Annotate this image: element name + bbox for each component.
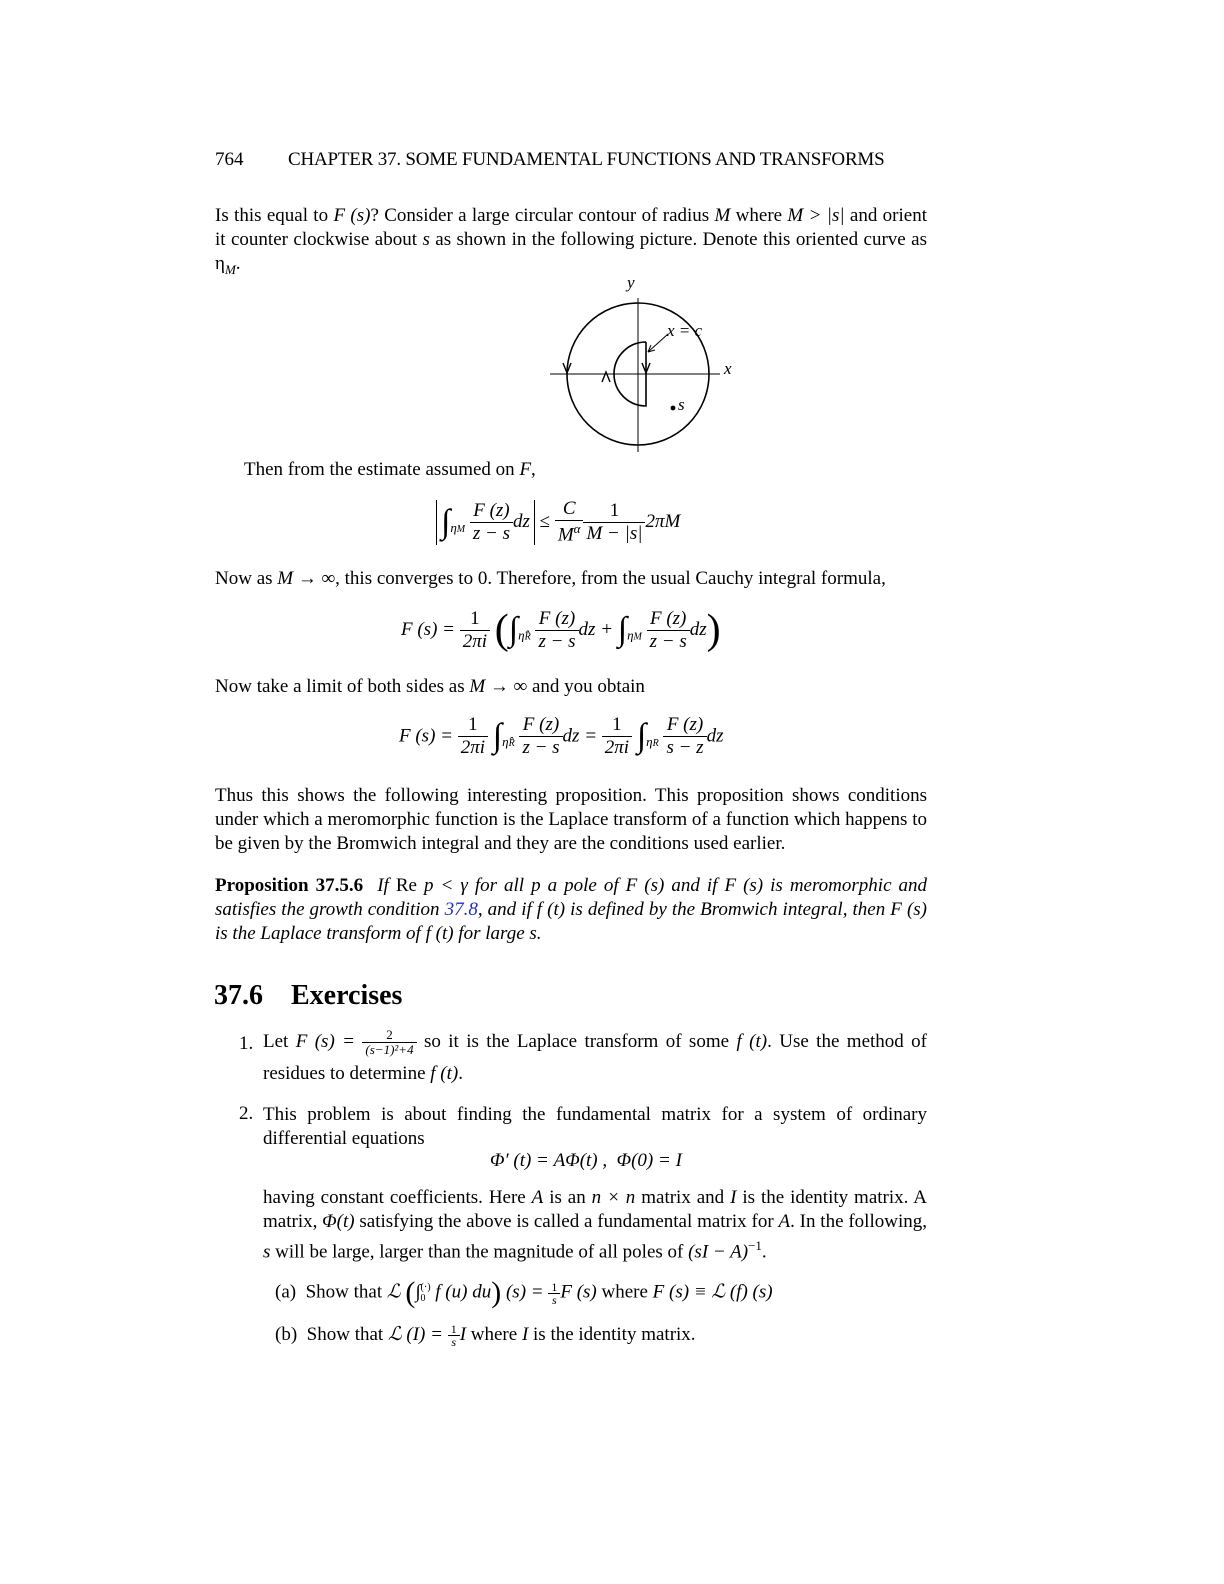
frac-denominator: s − z bbox=[666, 737, 704, 758]
label-x: x bbox=[724, 359, 732, 378]
exercise-math: s bbox=[263, 1241, 271, 1263]
proposition-label: Proposition 37.5.6 bbox=[215, 875, 364, 896]
part-math: ℒ (I) = bbox=[387, 1324, 443, 1345]
exercise-text: will be large, larger than the magnitude of all poles of bbox=[270, 1241, 689, 1263]
exercise-text: Let bbox=[263, 1031, 296, 1052]
frac-denominator: z − s bbox=[538, 630, 576, 652]
frac-numerator: 1 bbox=[583, 500, 645, 523]
eta-sub-r: R bbox=[652, 737, 659, 749]
part-text: where bbox=[596, 1281, 653, 1303]
section-title: Exercises bbox=[291, 980, 403, 1011]
exercise-math: F (s) = bbox=[295, 1031, 355, 1052]
frac-denominator: M − |s| bbox=[586, 522, 643, 544]
intro-math: M bbox=[714, 205, 731, 226]
frac-numerator: F (z) bbox=[663, 714, 706, 737]
exercise-2-body bbox=[263, 1186, 927, 1264]
dz-equals: dz = bbox=[562, 725, 598, 747]
eta-sub: η bbox=[627, 627, 634, 643]
thus-paragraph: Thus this shows the following interesting proposition. This proposition shows conditions under which a meromorphic function is the Laplace transform of a function which happens to be given by the Bromwich integral and they are the conditions used earlier. bbox=[215, 785, 927, 854]
exercise-math: (sI − A) bbox=[688, 1241, 749, 1263]
running-title: CHAPTER 37. SOME FUNDAMENTAL FUNCTIONS AND TRANSFORMS bbox=[288, 149, 885, 170]
exercise-text: satisfying the above is called a fundamental matrix for bbox=[354, 1211, 779, 1232]
frac-numerator: F (z) bbox=[519, 714, 562, 737]
lhs: F (s) = bbox=[399, 725, 453, 747]
frac-denominator: z − s bbox=[522, 737, 560, 758]
exercise-math: A bbox=[531, 1187, 544, 1208]
frac-denominator: s bbox=[451, 1335, 457, 1350]
frac-denominator: z − s bbox=[472, 522, 510, 544]
intro-text: . bbox=[235, 253, 241, 274]
part-math: F (s) bbox=[560, 1281, 597, 1303]
upper-limit: (·) bbox=[420, 1282, 431, 1293]
section-number: 37.6 bbox=[214, 980, 263, 1011]
frac-numerator: F (z) bbox=[470, 500, 513, 523]
exercise-math: f (t) bbox=[430, 1063, 459, 1084]
frac-numerator: 1 bbox=[548, 1281, 560, 1294]
frac-numerator: 1 bbox=[460, 608, 490, 631]
part-math: (s) = bbox=[505, 1281, 544, 1303]
exercise-1-number: 1. bbox=[239, 1033, 254, 1054]
dz-plus: dz + bbox=[578, 619, 614, 640]
then-text: Then from the estimate assumed on bbox=[244, 459, 520, 480]
page-number: 764 bbox=[215, 149, 244, 170]
two-pi-m: 2πM bbox=[645, 511, 681, 533]
frac-numerator: 2 bbox=[362, 1028, 416, 1043]
intro-math-sub: M bbox=[224, 262, 236, 277]
now-line bbox=[215, 568, 886, 590]
frac-denominator: z − s bbox=[649, 630, 687, 652]
limit-line bbox=[215, 676, 645, 698]
now-math: M → ∞ bbox=[277, 568, 336, 589]
eta-sub-r: R bbox=[524, 631, 531, 643]
frac-denominator: s bbox=[552, 1292, 557, 1307]
dz: dz bbox=[689, 619, 707, 640]
now-text: Now as bbox=[215, 568, 278, 589]
eta-sub: η bbox=[646, 733, 653, 749]
exercise-math: n × n bbox=[591, 1187, 636, 1208]
part-math: I bbox=[521, 1324, 529, 1345]
frac-denominator: 2πi bbox=[460, 737, 486, 758]
eta-sub-m: M bbox=[456, 523, 466, 535]
exercise-math: A bbox=[778, 1211, 791, 1232]
part-math: F (s) ≡ ℒ (f) (s) bbox=[652, 1281, 773, 1303]
exercise-text: . Use the method of residues to determine bbox=[263, 1031, 928, 1084]
exercise-text: . bbox=[761, 1241, 767, 1263]
exercise-math: f (t) bbox=[736, 1031, 768, 1052]
frac-numerator: C bbox=[555, 498, 584, 521]
part-text: where bbox=[466, 1324, 522, 1345]
part-a bbox=[275, 1276, 773, 1310]
dz: dz bbox=[512, 510, 530, 532]
frac-denominator: 2πi bbox=[604, 737, 630, 758]
contour-figure bbox=[540, 270, 750, 460]
part-math: I bbox=[459, 1324, 467, 1345]
exercise-text: matrix and bbox=[635, 1187, 731, 1208]
intro-text: ? Consider a large circular contour of radius bbox=[370, 205, 715, 226]
dz: dz bbox=[706, 725, 724, 747]
frac-numerator: 1 bbox=[448, 1323, 460, 1336]
frac-numerator: F (z) bbox=[535, 608, 578, 631]
then-text: , bbox=[531, 459, 536, 480]
exercise-text: . In the following, bbox=[790, 1211, 927, 1232]
frac-denominator: M bbox=[557, 524, 574, 546]
left-paren: ( bbox=[494, 607, 509, 653]
frac-numerator: 1 bbox=[602, 714, 632, 737]
proposition bbox=[215, 874, 927, 946]
lower-limit: 0 bbox=[420, 1293, 426, 1304]
laplace-symbol: ℒ bbox=[386, 1281, 401, 1303]
exercise-text: is an bbox=[543, 1187, 592, 1208]
point-s bbox=[671, 406, 676, 411]
then-line bbox=[244, 459, 536, 481]
exercise-2-intro: This problem is about finding the fundamental matrix for a system of ordinary differential equations bbox=[263, 1104, 927, 1149]
then-math: F bbox=[519, 459, 532, 480]
integral-sign: ∫ bbox=[441, 503, 451, 541]
pointer-line bbox=[648, 334, 668, 352]
frac-numerator: F (z) bbox=[647, 608, 690, 631]
label-y: y bbox=[627, 273, 635, 292]
le-sign: ≤ bbox=[539, 511, 551, 533]
eta-hat-sub: η̂ bbox=[518, 627, 525, 643]
integrand: f (u) du bbox=[435, 1281, 492, 1303]
frac-denominator: 2πi bbox=[462, 630, 488, 652]
intro-math: η bbox=[215, 253, 225, 274]
eta-hat-sub: η̂ bbox=[502, 733, 509, 749]
limit-text: Now take a limit of both sides as bbox=[215, 676, 470, 697]
intro-math: M > |s| bbox=[787, 205, 845, 226]
part-text: Show that bbox=[306, 1324, 388, 1345]
part-label: (a) bbox=[275, 1281, 297, 1303]
eta-sub-m: M bbox=[633, 631, 642, 643]
label-x-equals-c: x = c bbox=[667, 321, 703, 340]
intro-text: as shown in the following picture. Denote this oriented curve as bbox=[429, 229, 927, 250]
intro-math: s bbox=[422, 229, 430, 250]
now-text: , this converges to 0. Therefore, from the usual Cauchy integral formula, bbox=[335, 568, 886, 589]
exercise-text: so it is the Laplace transform of some bbox=[423, 1031, 737, 1052]
lhs: F (s) = bbox=[401, 619, 455, 640]
equation-reference-link[interactable]: 37.8 bbox=[444, 899, 478, 920]
eta-sub: η bbox=[450, 519, 457, 535]
exercise-text: is the identity matrix. A matrix, bbox=[263, 1187, 927, 1232]
exponent: −1 bbox=[748, 1238, 762, 1253]
proposition-re: Re bbox=[395, 875, 417, 896]
integral-sign: ∫ bbox=[617, 611, 628, 648]
cauchy-equation bbox=[401, 606, 721, 654]
section-heading bbox=[214, 980, 402, 1012]
result-equation bbox=[399, 714, 723, 759]
left-paren: ( bbox=[405, 1276, 416, 1309]
exercise-1 bbox=[263, 1026, 927, 1090]
frac-denominator: (s−1)²+4 bbox=[365, 1042, 414, 1058]
integral-sign: ∫ bbox=[415, 1281, 421, 1303]
eta-sub-r: R bbox=[508, 737, 515, 749]
fundamental-matrix-equation: Φ′ (t) = AΦ(t) , Φ(0) = I bbox=[490, 1150, 682, 1171]
estimate-equation bbox=[436, 498, 680, 546]
integral-sign: ∫ bbox=[508, 611, 519, 648]
part-text: is the identity matrix. bbox=[528, 1324, 696, 1345]
alpha-exp: α bbox=[573, 521, 581, 536]
exercise-2-number: 2. bbox=[239, 1103, 254, 1124]
intro-text: and orient it counter clockwise about bbox=[215, 205, 927, 250]
right-paren: ) bbox=[491, 1276, 502, 1309]
part-b bbox=[275, 1323, 696, 1348]
frac-numerator: 1 bbox=[458, 714, 488, 737]
exercise-text: having constant coefficients. Here bbox=[263, 1187, 532, 1208]
integral-sign: ∫ bbox=[492, 717, 503, 755]
label-s: s bbox=[678, 395, 685, 414]
exercise-math: Φ(t) bbox=[322, 1211, 355, 1232]
limit-math: M → ∞ bbox=[469, 676, 528, 697]
proposition-text: p < γ for all p a pole of F (s) and if F (s) is meromorphic and satisfies the growth condition bbox=[215, 875, 928, 920]
proposition-text: , and if f (t) is defined by the Bromwich integral, then F (s) is the Laplace transform of f (t) for large s. bbox=[215, 899, 927, 944]
limit-text: and you obtain bbox=[527, 676, 645, 697]
right-paren: ) bbox=[706, 607, 721, 653]
exercise-text: . bbox=[458, 1063, 463, 1084]
intro-text: where bbox=[730, 205, 788, 226]
part-text: Show that bbox=[305, 1281, 387, 1303]
intro-text: Is this equal to bbox=[215, 205, 334, 226]
proposition-text: If bbox=[377, 875, 396, 896]
integral-sign: ∫ bbox=[636, 717, 647, 755]
intro-math: F (s) bbox=[333, 205, 371, 226]
exercise-math: I bbox=[730, 1187, 737, 1208]
part-label: (b) bbox=[275, 1324, 298, 1345]
